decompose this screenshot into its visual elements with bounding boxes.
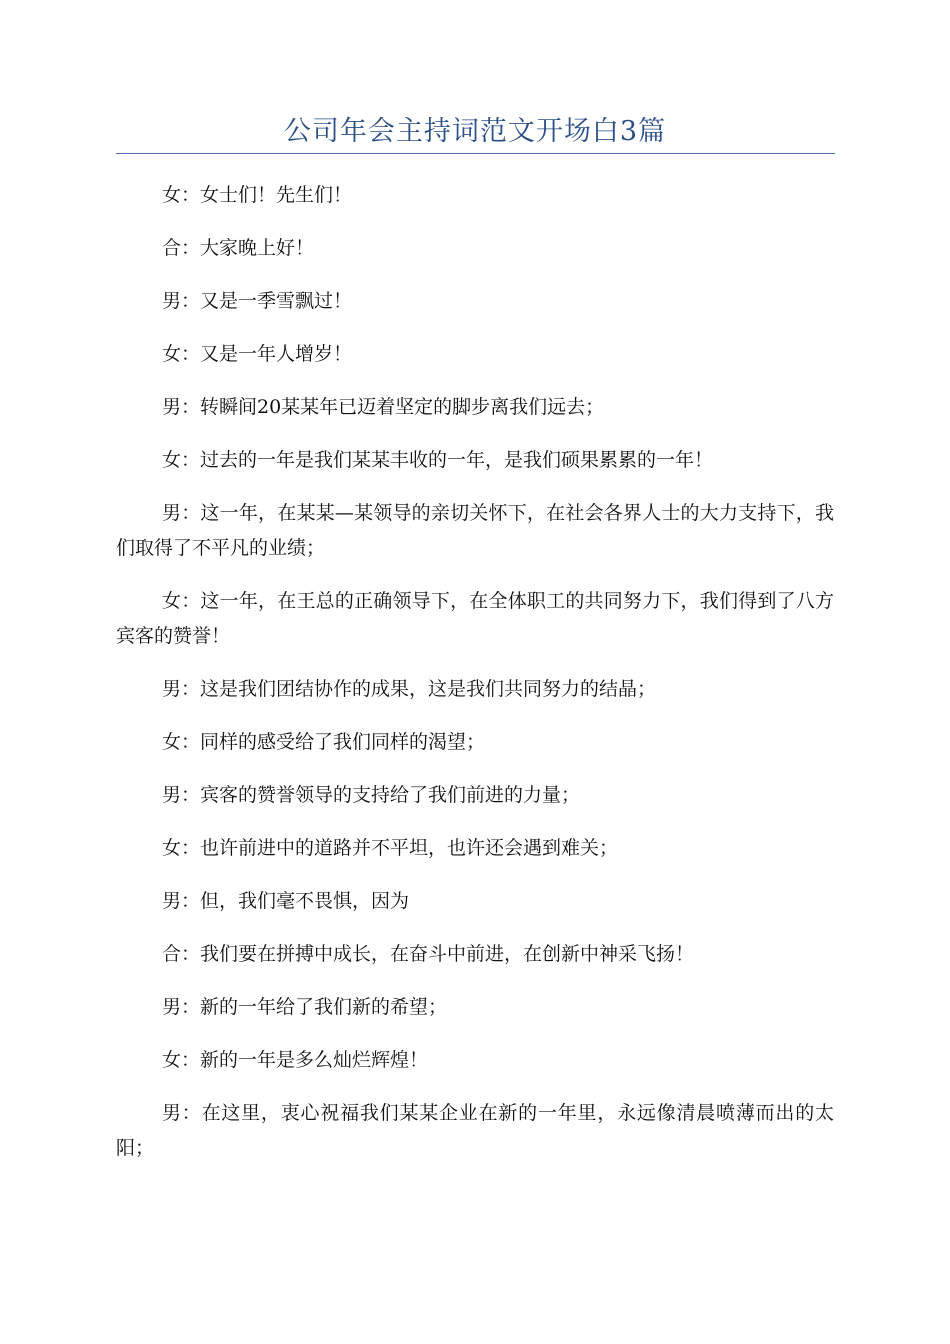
paragraph: 女：这一年，在王总的正确领导下，在全体职工的共同努力下，我们得到了八方宾客的赞誉！ (116, 590, 834, 647)
paragraph: 男：宾客的赞誉领导的支持给了我们前进的力量； (162, 784, 581, 806)
document-body (116, 178, 834, 1184)
paragraph: 女：女士们！先生们！ (162, 184, 353, 206)
paragraph: 女：过去的一年是我们某某丰收的一年，是我们硕果累累的一年！ (162, 449, 714, 471)
document-title: 公司年会主持词范文开场白3篇 (283, 116, 667, 147)
paragraph: 女：也许前进中的道路并不平坦，也许还会遇到难关； (162, 837, 619, 859)
paragraph: 女：同样的感受给了我们同样的渴望； (162, 731, 486, 753)
paragraph: 男：在这里，衷心祝福我们某某企业在新的一年里，永远像清晨喷薄而出的太阳； (116, 1102, 834, 1159)
paragraph: 男：这是我们团结协作的成果，这是我们共同努力的结晶； (162, 678, 657, 700)
paragraph: 男：这一年，在某某—某领导的亲切关怀下，在社会各界人士的大力支持下，我们取得了不平凡的业绩； (116, 502, 834, 559)
paragraph: 男：转瞬间20某某年已迈着坚定的脚步离我们远去； (162, 396, 605, 418)
paragraph: 合：大家晚上好！ (162, 237, 315, 259)
paragraph: 女：又是一年人增岁！ (162, 343, 353, 365)
paragraph: 合：我们要在拼搏中成长，在奋斗中前进，在创新中神采飞扬！ (162, 943, 695, 965)
paragraph: 男：但，我们毫不畏惧，因为 (162, 890, 410, 912)
title-underline (116, 153, 835, 154)
paragraph: 男：新的一年给了我们新的希望； (162, 996, 448, 1018)
paragraph: 男：又是一季雪飘过！ (162, 290, 353, 312)
paragraph: 女：新的一年是多么灿烂辉煌！ (162, 1049, 429, 1071)
